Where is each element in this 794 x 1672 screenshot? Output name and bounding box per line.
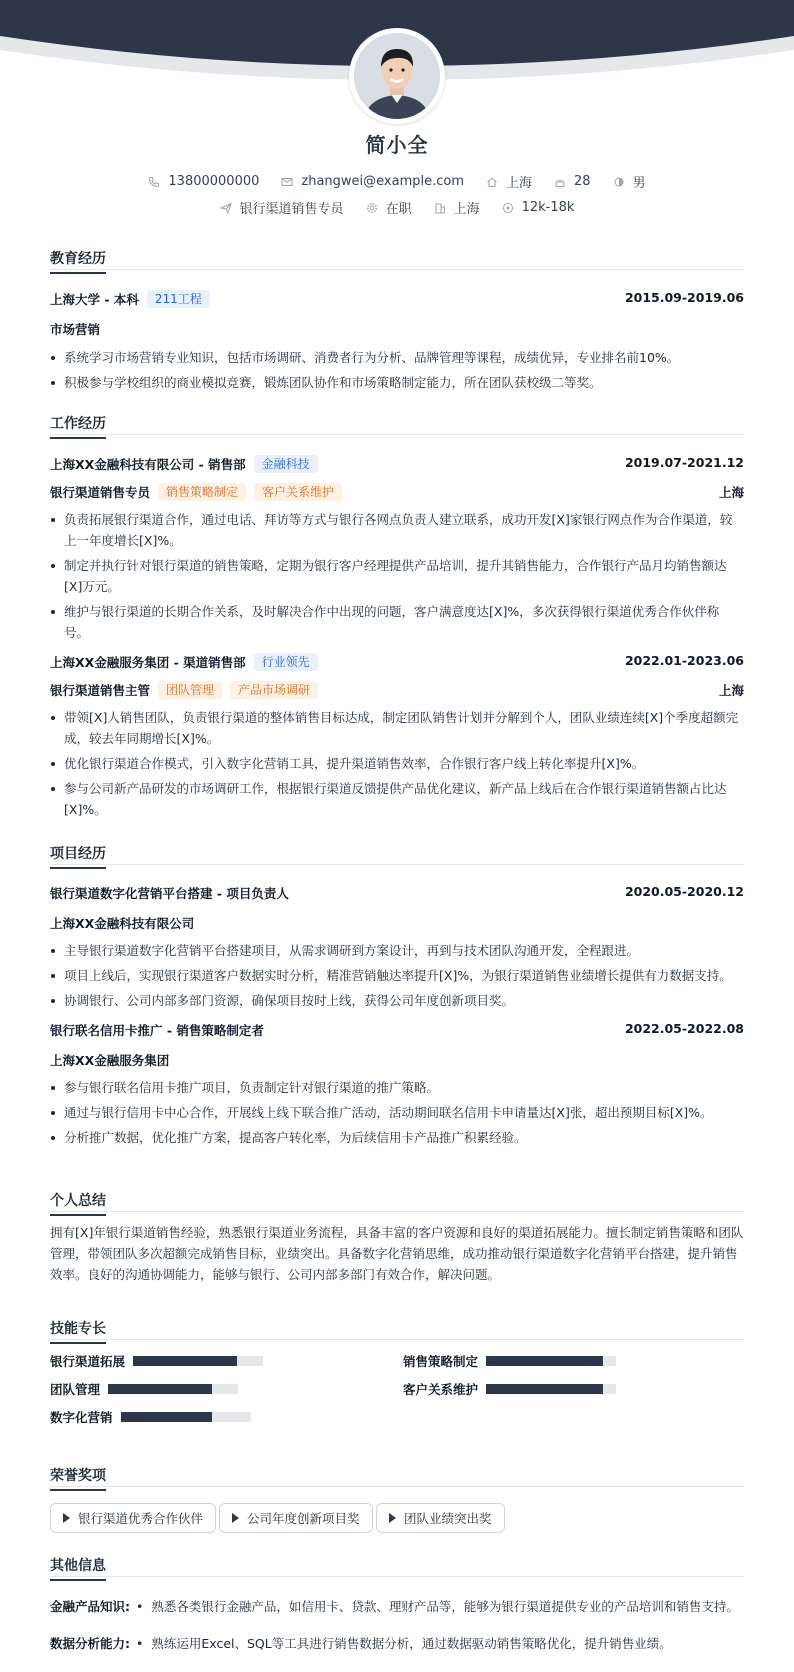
skill-bar (486, 1384, 616, 1394)
summary-section (50, 1190, 744, 1285)
skill-name: 数字化营销 (50, 1410, 113, 1425)
section-title: 教育经历 (50, 248, 106, 274)
bullet-dot: • (136, 1636, 144, 1651)
skill-item (50, 1352, 263, 1370)
project-date: 2022.05-2022.08 (624, 1021, 744, 1036)
phone-value: 13800000000 (168, 174, 260, 189)
work-entry-header (50, 455, 744, 475)
role-tag: 客户关系维护 (254, 483, 342, 501)
project-bullets (50, 940, 744, 1011)
skill-name: 团队管理 (50, 1382, 101, 1397)
bullet-dot: • (136, 1599, 144, 1614)
target-city-value: 上海 (453, 202, 480, 217)
list-item: 参与银行联名信用卡推广项目，负责制定针对银行渠道的推广策略。 (50, 1077, 744, 1098)
candidate-name: 简小全 (365, 133, 429, 157)
other-label: 金融产品知识: (50, 1599, 130, 1614)
other-text: 熟练运用Excel、SQL等工具进行销售数据分析，通过数据驱动销售策略优化，提升销售业绩。 (151, 1636, 672, 1651)
list-item: 主导银行渠道数字化营销平台搭建项目，从需求调研到方案设计，再到与技术团队沟通开发，全程跟进。 (50, 940, 744, 961)
role-tag: 销售策略制定 (158, 483, 246, 501)
email-icon (281, 176, 293, 188)
role-title: 银行渠道销售主管 (50, 683, 151, 698)
other-text: 熟悉各类银行金融产品，如信用卡、贷款、理财产品等，能够为银行渠道提供专业的产品培训和销售支持。 (151, 1599, 739, 1614)
award-item (376, 1503, 505, 1533)
major: 市场营销 (50, 322, 101, 337)
work-bullets (50, 509, 744, 643)
project-company-row (50, 1051, 744, 1071)
award-label: 团队业绩突出奖 (404, 1511, 492, 1526)
award-item (50, 1503, 216, 1533)
skill-bar-fill (133, 1356, 237, 1366)
education-bullets (50, 347, 744, 393)
target-city-item (434, 198, 480, 217)
project-entry-header (50, 884, 744, 904)
list-item: 优化银行渠道合作模式，引入数字化营销工具，提升渠道销售效率，合作银行客户线上转化率提升[X]%。 (50, 753, 744, 774)
email-value: zhangwei@example.com (301, 174, 465, 189)
skills-section (50, 1318, 744, 1424)
role-tag: 产品市场调研 (230, 681, 318, 699)
age-item (554, 174, 591, 189)
other-item (50, 1634, 672, 1654)
home-icon (486, 176, 498, 188)
skill-bar (121, 1412, 251, 1422)
role-row (50, 681, 744, 701)
other-item (50, 1597, 739, 1617)
skill-bar-fill (108, 1384, 212, 1394)
contact-info (0, 172, 794, 191)
skill-bar (486, 1356, 616, 1366)
section-title: 个人总结 (50, 1190, 106, 1216)
role-tag: 团队管理 (158, 681, 222, 699)
job-intent (0, 198, 794, 217)
work-section (50, 413, 744, 824)
skill-bar-fill (121, 1412, 212, 1422)
gender-item (613, 172, 646, 191)
skill-name: 银行渠道拓展 (50, 1354, 126, 1369)
gender-value: 男 (632, 176, 646, 191)
money-icon (502, 202, 514, 214)
list-item: 维护与银行渠道的长期合作关系，及时解决合作中出现的问题，客户满意度达[X]%，多次获得银行渠道优秀合作伙伴称号。 (50, 601, 744, 643)
list-item: 通过与银行信用卡中心合作，开展线上线下联合推广活动，活动期间联名信用卡申请量达[X]张，超出预期目标[X]%。 (50, 1102, 744, 1123)
major-row (50, 320, 744, 340)
skill-item (403, 1352, 616, 1370)
role-title: 银行渠道销售专员 (50, 485, 151, 500)
play-icon (63, 1513, 70, 1523)
company-tag: 金融科技 (254, 455, 318, 473)
project-title: 银行联名信用卡推广 - 销售策略制定者 (50, 1023, 264, 1038)
project-entry-header (50, 1021, 744, 1041)
age-value: 28 (574, 174, 591, 189)
company-title: 上海XX金融科技有限公司 - 销售部 (50, 457, 246, 472)
phone-item (148, 174, 259, 189)
status-value: 在职 (385, 202, 412, 217)
building-icon (434, 202, 446, 214)
skill-bar (108, 1384, 238, 1394)
list-item: 带领[X]人销售团队，负责银行渠道的整体销售目标达成，制定团队销售计划并分解到个人，团队业绩连续[X]个季度超额完成，较去年同期增长[X]%。 (50, 707, 744, 749)
project-company-row (50, 914, 744, 934)
city-value: 上海 (506, 176, 533, 191)
salary-item (502, 200, 575, 215)
target-position-item (220, 198, 344, 217)
list-item: 积极参与学校组织的商业模拟竞赛，锻炼团队协作和市场策略制定能力，所在团队获校级二等奖。 (50, 372, 744, 393)
other-label: 数据分析能力: (50, 1636, 130, 1651)
work-bullets (50, 707, 744, 820)
gender-icon (613, 176, 625, 188)
projects-section (50, 843, 744, 1152)
salary-value: 12k-18k (521, 200, 575, 215)
city-item (486, 172, 532, 191)
company-tag: 行业领先 (254, 653, 318, 671)
work-date: 2019.07-2021.12 (624, 455, 744, 470)
list-item: 协调银行、公司内部多部门资源，确保项目按时上线，获得公司年度创新项目奖。 (50, 990, 744, 1011)
section-title: 其他信息 (50, 1555, 106, 1581)
list-item: 系统学习市场营销专业知识，包括市场调研、消费者行为分析、品牌管理等课程，成绩优异，专业排名前10%。 (50, 347, 744, 368)
skill-item (50, 1408, 251, 1426)
skill-bar-fill (486, 1356, 603, 1366)
skill-name: 销售策略制定 (403, 1354, 479, 1369)
education-date: 2015.09-2019.06 (624, 290, 744, 305)
company-title: 上海XX金融服务集团 - 渠道销售部 (50, 655, 246, 670)
work-location: 上海 (718, 485, 744, 500)
email-item (281, 174, 464, 189)
section-title: 荣誉奖项 (50, 1465, 106, 1491)
skill-bar-fill (486, 1384, 603, 1394)
school-tag: 211工程 (147, 290, 210, 308)
project-title: 银行渠道数字化营销平台搭建 - 项目负责人 (50, 886, 289, 901)
education-entry-header (50, 290, 744, 310)
other-section (50, 1555, 744, 1665)
avatar (349, 28, 445, 124)
list-item: 负责拓展银行渠道合作，通过电话、拜访等方式与银行各网点负责人建立联系，成功开发[X]家银行网点作为合作渠道，较上一年度增长[X]%。 (50, 509, 744, 551)
section-title: 工作经历 (50, 413, 106, 439)
work-location: 上海 (718, 683, 744, 698)
play-icon (389, 1513, 396, 1523)
list-item: 项目上线后，实现银行渠道客户数据实时分析，精准营销触达率提升[X]%，为银行渠道销售业绩增长提供有力数据支持。 (50, 965, 744, 986)
section-title: 技能专长 (50, 1318, 106, 1344)
status-item (366, 198, 412, 217)
education-section (50, 248, 744, 397)
project-bullets (50, 1077, 744, 1148)
award-item (219, 1503, 373, 1533)
gear-icon (366, 202, 378, 214)
play-icon (232, 1513, 239, 1523)
age-icon (554, 176, 566, 188)
awards-list (50, 1503, 744, 1535)
list-item: 制定并执行针对银行渠道的销售策略，定期为银行客户经理提供产品培训，提升其销售能力，合作银行产品月均销售额达[X]万元。 (50, 555, 744, 597)
send-icon (220, 202, 232, 214)
project-company: 上海XX金融科技有限公司 (50, 916, 195, 931)
section-title: 项目经历 (50, 843, 106, 869)
list-item: 分析推广数据，优化推广方案，提高客户转化率，为后续信用卡产品推广积累经验。 (50, 1127, 744, 1148)
list-item: 参与公司新产品研发的市场调研工作，根据银行渠道反馈提供产品优化建议，新产品上线后在合作银行渠道销售额占比达[X]%。 (50, 778, 744, 820)
role-row (50, 483, 744, 503)
skill-bar (133, 1356, 263, 1366)
summary-text: 拥有[X]年银行渠道销售经验，熟悉银行渠道业务流程，具备丰富的客户资源和良好的渠道拓展能力。擅长制定销售策略和团队管理，带领团队多次超额完成销售目标，业绩突出。具备数字化营销思维，成功推动银行渠道数字化营销平台搭建，提升销售效率。良好的沟通协调能力，能够与银行、公司内部多部门有效合作，解决问题。 (50, 1225, 744, 1282)
awards-section (50, 1465, 744, 1537)
phone-icon (148, 176, 160, 188)
project-date: 2020.05-2020.12 (624, 884, 744, 899)
school-title: 上海大学 - 本科 (50, 292, 139, 307)
skill-item (403, 1380, 616, 1398)
work-date: 2022.01-2023.06 (624, 653, 744, 668)
award-label: 银行渠道优秀合作伙伴 (78, 1511, 204, 1526)
project-company: 上海XX金融服务集团 (50, 1053, 170, 1068)
award-label: 公司年度创新项目奖 (247, 1511, 360, 1526)
skill-item (50, 1380, 238, 1398)
skill-name: 客户关系维护 (403, 1382, 479, 1397)
target-position-value: 银行渠道销售专员 (239, 202, 344, 217)
work-entry-header (50, 653, 744, 673)
